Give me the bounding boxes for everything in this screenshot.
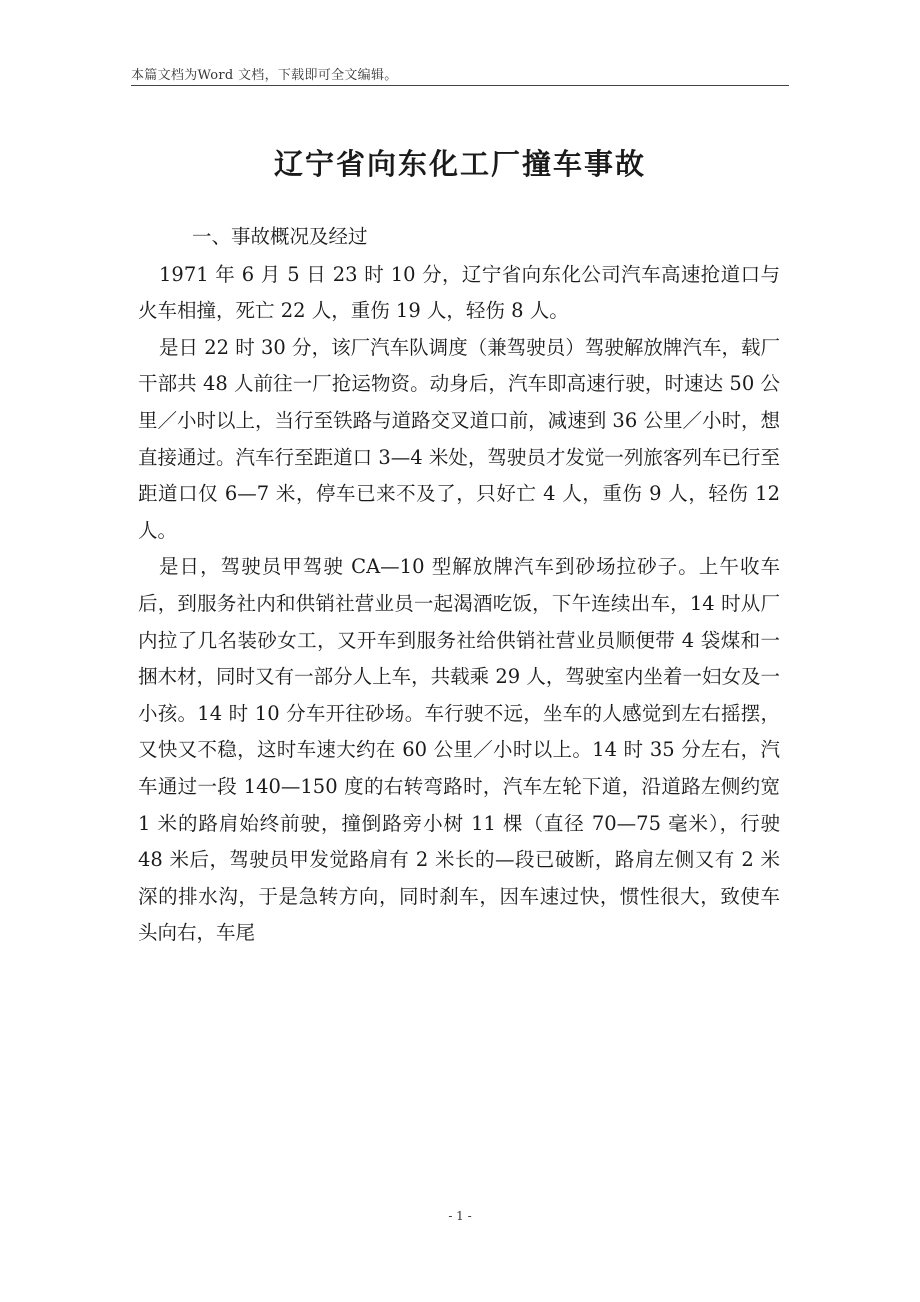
document-body xyxy=(138,219,780,952)
section-heading: 一、事故概况及经过 xyxy=(192,225,368,248)
page-number: - 1 - xyxy=(448,1209,472,1223)
header-divider xyxy=(131,85,789,86)
paragraph-incident-2: 是日，驾驶员甲驾驶 CA—10 型解放牌汽车到砂场拉砂子。上午收车后，到服务社内和供销社营业员一起渴酒吃饭，下午连续出车，14 时从厂内拉了几名装砂女工，又开车到服务社给供销社营业员顺便带 4 袋煤和一捆木材，同时又有一部分人上车，共载乘 29 人，驾驶室内坐着一妇女及一小孩。14 时 10 分车开往砂场。车行驶不远，坐车的人感觉到左右摇摆，又快又不稳，这时车速大约在 60 公里／小时以上。14 时 35 分左右，汽车通过一段 140—150 度的右转弯路时，汽车左轮下道，沿道路左侧约宽 1 米的路肩始终前驶，撞倒路旁小树 11 棵（直径 70—75 毫米），行驶 48 米后，驾驶员甲发觉路肩有 2 米长的—段已破断，路肩左侧又有 2 米深的排水沟，于是急转方向，同时刹车，因车速过快，惯性很大，致使车头向右，车尾 xyxy=(138,555,780,945)
page-header-note: 本篇文档为Word 文档，下载即可全文编辑。 xyxy=(131,68,398,83)
paragraph-summary: 1971 年 6 月 5 日 23 时 10 分，辽宁省向东化公司汽车高速抢道口与火车相撞，死亡 22 人，重伤 19 人，轻伤 8 人。 xyxy=(138,262,780,323)
document-title: 辽宁省向东化工厂撞车事故 xyxy=(273,147,646,181)
paragraph-incident-1: 是日 22 时 30 分，该厂汽车队调度（兼驾驶员）驾驶解放牌汽车，载厂干部共 48 人前往一厂抢运物资。动身后，汽车即高速行驶，时速达 50 公里／小时以上，当行至铁路与道路交叉道口前，减速到 36 公里／小时，想直接通过。汽车行至距道口 3—4 米处，驾驶员才发觉一列旅客列车已行至距道口仅 6—7 米，停车已来不及了，只好亡 4 人，重伤 9 人，轻伤 12 人。 xyxy=(138,335,780,542)
